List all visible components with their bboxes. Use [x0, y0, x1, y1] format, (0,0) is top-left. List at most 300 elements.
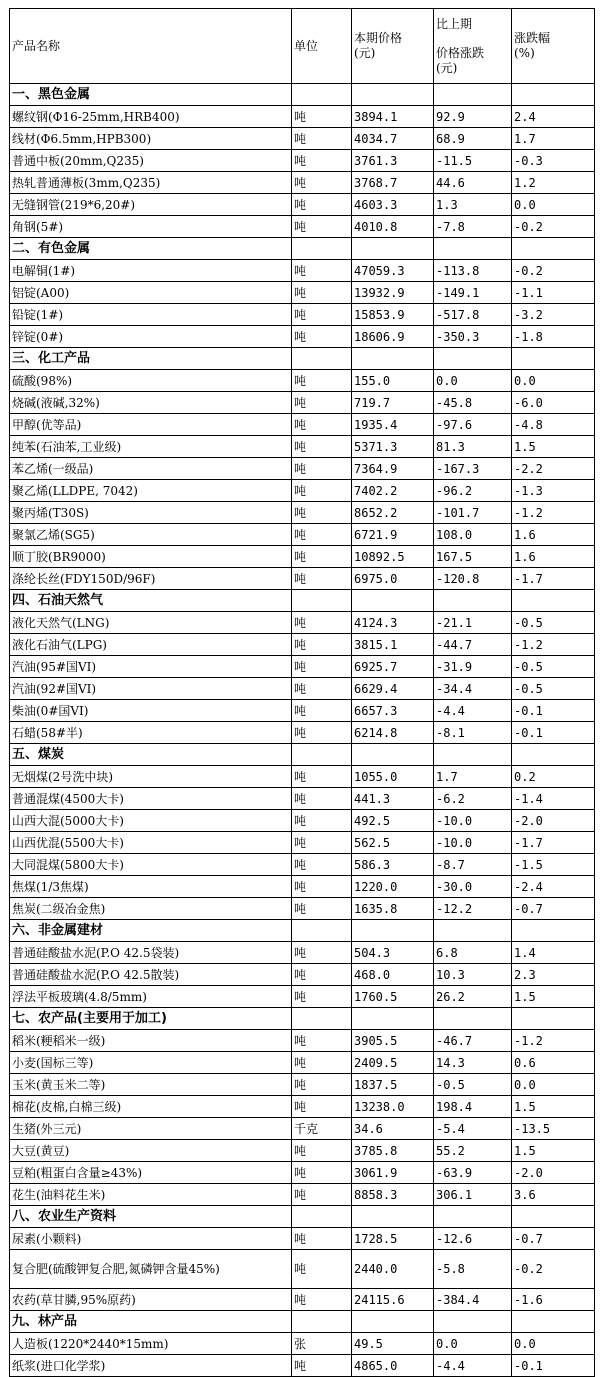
change-cell: -10.0 [434, 832, 512, 854]
change-cell: -4.4 [434, 700, 512, 722]
price-cell: 3061.9 [352, 1162, 434, 1184]
table-row [10, 1030, 595, 1052]
table-row [10, 172, 595, 194]
price-cell: 8858.3 [352, 1184, 434, 1206]
empty-cell [434, 1206, 512, 1228]
price-cell: 1220.0 [352, 876, 434, 898]
table-body [10, 84, 595, 1377]
product-name-cell: 焦煤(1/3焦煤) [10, 876, 292, 898]
empty-cell [292, 590, 352, 612]
product-name-cell: 液化天然气(LNG) [10, 612, 292, 634]
change-cell: -113.8 [434, 260, 512, 282]
table-row [10, 524, 595, 546]
empty-cell [434, 590, 512, 612]
price-cell: 6629.4 [352, 678, 434, 700]
unit-cell: 吨 [292, 1250, 352, 1289]
section-header-row [10, 348, 595, 370]
change-cell: -21.1 [434, 612, 512, 634]
percent-cell: -0.3 [512, 150, 595, 172]
section-title: 四、石油天然气 [10, 590, 292, 612]
change-cell: -5.8 [434, 1250, 512, 1289]
unit-cell: 吨 [292, 568, 352, 590]
table-row [10, 260, 595, 282]
change-cell: 6.8 [434, 942, 512, 964]
change-cell: 92.9 [434, 106, 512, 128]
price-cell: 34.6 [352, 1118, 434, 1140]
section-header-row [10, 744, 595, 766]
percent-cell: -1.2 [512, 634, 595, 656]
section-title: 五、煤炭 [10, 744, 292, 766]
table-row [10, 678, 595, 700]
unit-cell: 张 [292, 1333, 352, 1355]
product-name-cell: 小麦(国标三等) [10, 1052, 292, 1074]
change-cell: 167.5 [434, 546, 512, 568]
product-name-cell: 铝锭(A00) [10, 282, 292, 304]
table-row [10, 458, 595, 480]
price-cell: 2409.5 [352, 1052, 434, 1074]
percent-cell: -1.2 [512, 502, 595, 524]
unit-cell: 吨 [292, 1184, 352, 1206]
empty-cell [434, 920, 512, 942]
product-name-cell: 螺纹钢(Φ16-25mm,HRB400) [10, 106, 292, 128]
empty-cell [292, 920, 352, 942]
header-price-line2: (元) [354, 46, 376, 60]
header-price [352, 9, 434, 84]
empty-cell [434, 84, 512, 106]
percent-cell: -6.0 [512, 392, 595, 414]
product-name-cell: 玉米(黄玉米二等) [10, 1074, 292, 1096]
unit-cell: 吨 [292, 964, 352, 986]
unit-cell: 吨 [292, 700, 352, 722]
product-name-cell: 甲醇(优等品) [10, 414, 292, 436]
percent-cell: -3.2 [512, 304, 595, 326]
percent-cell: -1.7 [512, 832, 595, 854]
empty-cell [352, 238, 434, 260]
percent-cell: 2.4 [512, 106, 595, 128]
change-cell: 306.1 [434, 1184, 512, 1206]
table-row [10, 128, 595, 150]
price-cell: 1935.4 [352, 414, 434, 436]
product-name-cell: 农药(草甘膦,95%原药) [10, 1289, 292, 1311]
table-row [10, 1162, 595, 1184]
price-cell: 155.0 [352, 370, 434, 392]
table-row [10, 1355, 595, 1377]
unit-cell: 吨 [292, 612, 352, 634]
product-name-cell: 锌锭(0#) [10, 326, 292, 348]
price-cell: 492.5 [352, 810, 434, 832]
percent-cell: -2.2 [512, 458, 595, 480]
empty-cell [434, 1311, 512, 1333]
price-cell: 3905.5 [352, 1030, 434, 1052]
product-name-cell: 花生(油料花生米) [10, 1184, 292, 1206]
percent-cell: 0.0 [512, 194, 595, 216]
change-cell: 10.3 [434, 964, 512, 986]
table-row [10, 1096, 595, 1118]
product-name-cell: 涤纶长丝(FDY150D/96F) [10, 568, 292, 590]
product-name-cell: 聚丙烯(T30S) [10, 502, 292, 524]
percent-cell: -2.0 [512, 1162, 595, 1184]
change-cell: -11.5 [434, 150, 512, 172]
price-cell: 3894.1 [352, 106, 434, 128]
price-cell: 468.0 [352, 964, 434, 986]
header-change-line3: (元) [436, 60, 458, 75]
unit-cell: 吨 [292, 128, 352, 150]
change-cell: -10.0 [434, 810, 512, 832]
product-name-cell: 山西优混(5500大卡) [10, 832, 292, 854]
unit-cell: 吨 [292, 1074, 352, 1096]
table-row [10, 1289, 595, 1311]
price-cell: 4010.8 [352, 216, 434, 238]
product-name-cell: 聚乙烯(LLDPE, 7042) [10, 480, 292, 502]
header-percent-line1: 涨跌幅 [514, 31, 551, 45]
change-cell: 68.9 [434, 128, 512, 150]
empty-cell [352, 1311, 434, 1333]
empty-cell [292, 348, 352, 370]
table-row [10, 106, 595, 128]
product-name-cell: 棉花(皮棉,白棉三级) [10, 1096, 292, 1118]
product-name-cell: 人造板(1220*2440*15mm) [10, 1333, 292, 1355]
percent-cell: 1.5 [512, 986, 595, 1008]
change-cell: -30.0 [434, 876, 512, 898]
section-header-row [10, 590, 595, 612]
change-cell: -120.8 [434, 568, 512, 590]
change-cell: 108.0 [434, 524, 512, 546]
percent-cell: -0.5 [512, 656, 595, 678]
change-cell: -517.8 [434, 304, 512, 326]
percent-cell: 1.4 [512, 942, 595, 964]
table-row [10, 392, 595, 414]
table-row [10, 656, 595, 678]
table-row [10, 1228, 595, 1250]
product-name-cell: 柴油(0#国VI) [10, 700, 292, 722]
section-title: 七、农产品(主要用于加工) [10, 1008, 292, 1030]
change-cell: -63.9 [434, 1162, 512, 1184]
product-name-cell: 汽油(92#国VI) [10, 678, 292, 700]
unit-cell: 吨 [292, 898, 352, 920]
change-cell: -44.7 [434, 634, 512, 656]
section-header-row [10, 84, 595, 106]
product-name-cell: 热轧普通薄板(3mm,Q235) [10, 172, 292, 194]
price-cell: 7364.9 [352, 458, 434, 480]
unit-cell: 吨 [292, 942, 352, 964]
table-wrapper [9, 8, 595, 1377]
table-row [10, 964, 595, 986]
change-cell: -8.1 [434, 722, 512, 744]
table-row [10, 898, 595, 920]
unit-cell: 吨 [292, 502, 352, 524]
change-cell: -149.1 [434, 282, 512, 304]
table-row [10, 700, 595, 722]
product-name-cell: 复合肥(硫酸钾复合肥,氮磷钾含量45%) [10, 1250, 292, 1289]
price-cell: 3768.7 [352, 172, 434, 194]
unit-cell: 吨 [292, 832, 352, 854]
price-cell: 586.3 [352, 854, 434, 876]
unit-cell: 吨 [292, 172, 352, 194]
product-name-cell: 汽油(95#国VI) [10, 656, 292, 678]
product-name-cell: 液化石油气(LPG) [10, 634, 292, 656]
change-cell: 198.4 [434, 1096, 512, 1118]
percent-cell: 0.0 [512, 370, 595, 392]
price-cell: 4124.3 [352, 612, 434, 634]
price-cell: 504.3 [352, 942, 434, 964]
percent-cell: -1.8 [512, 326, 595, 348]
price-cell: 10892.5 [352, 546, 434, 568]
product-name-cell: 普通混煤(4500大卡) [10, 788, 292, 810]
change-cell: -97.6 [434, 414, 512, 436]
header-unit: 单位 [292, 9, 352, 84]
table-row [10, 436, 595, 458]
price-cell: 13932.9 [352, 282, 434, 304]
section-header-row [10, 1008, 595, 1030]
product-name-cell: 普通中板(20mm,Q235) [10, 150, 292, 172]
price-cell: 6721.9 [352, 524, 434, 546]
percent-cell: 0.0 [512, 1333, 595, 1355]
change-cell: -101.7 [434, 502, 512, 524]
price-cell: 18606.9 [352, 326, 434, 348]
unit-cell: 吨 [292, 480, 352, 502]
unit-cell: 吨 [292, 524, 352, 546]
header-price-line1: 本期价格 [354, 31, 403, 45]
product-name-cell: 普通硅酸盐水泥(P.O 42.5袋装) [10, 942, 292, 964]
unit-cell: 吨 [292, 436, 352, 458]
percent-cell: -1.7 [512, 568, 595, 590]
percent-cell: 1.5 [512, 436, 595, 458]
product-name-cell: 纯苯(石油苯,工业级) [10, 436, 292, 458]
percent-cell: 1.5 [512, 1140, 595, 1162]
table-row [10, 1184, 595, 1206]
change-cell: -34.4 [434, 678, 512, 700]
table-row [10, 942, 595, 964]
table-row [10, 810, 595, 832]
change-cell: -45.8 [434, 392, 512, 414]
price-cell: 24115.6 [352, 1289, 434, 1311]
product-name-cell: 线材(Φ6.5mm,HPB300) [10, 128, 292, 150]
unit-cell: 吨 [292, 1162, 352, 1184]
price-cell: 1055.0 [352, 766, 434, 788]
unit-cell: 吨 [292, 810, 352, 832]
price-cell: 562.5 [352, 832, 434, 854]
table-row [10, 986, 595, 1008]
table-row [10, 568, 595, 590]
change-cell: -12.2 [434, 898, 512, 920]
percent-cell: -1.2 [512, 1030, 595, 1052]
price-cell: 1760.5 [352, 986, 434, 1008]
header-change-line2: 价格涨跌 [436, 45, 485, 60]
percent-cell: 1.6 [512, 546, 595, 568]
empty-cell [292, 84, 352, 106]
price-cell: 15853.9 [352, 304, 434, 326]
change-cell: -96.2 [434, 480, 512, 502]
change-cell: -8.7 [434, 854, 512, 876]
product-name-cell: 生猪(外三元) [10, 1118, 292, 1140]
price-cell: 6975.0 [352, 568, 434, 590]
price-cell: 1728.5 [352, 1228, 434, 1250]
percent-cell: -0.1 [512, 700, 595, 722]
change-cell: -350.3 [434, 326, 512, 348]
section-title: 三、化工产品 [10, 348, 292, 370]
table-row [10, 832, 595, 854]
empty-cell [512, 1008, 595, 1030]
change-cell: -7.8 [434, 216, 512, 238]
empty-cell [512, 1206, 595, 1228]
empty-cell [512, 744, 595, 766]
percent-cell: 1.6 [512, 524, 595, 546]
product-name-cell: 尿素(小颗料) [10, 1228, 292, 1250]
percent-cell: 2.3 [512, 964, 595, 986]
change-cell: -0.5 [434, 1074, 512, 1096]
unit-cell: 吨 [292, 414, 352, 436]
price-cell: 719.7 [352, 392, 434, 414]
percent-cell: -0.7 [512, 1228, 595, 1250]
unit-cell: 吨 [292, 546, 352, 568]
empty-cell [512, 238, 595, 260]
product-name-cell: 纸浆(进口化学浆) [10, 1355, 292, 1377]
percent-cell: -0.7 [512, 898, 595, 920]
unit-cell: 吨 [292, 260, 352, 282]
price-cell: 3815.1 [352, 634, 434, 656]
price-cell: 3785.8 [352, 1140, 434, 1162]
percent-cell: -1.4 [512, 788, 595, 810]
price-cell: 47059.3 [352, 260, 434, 282]
empty-cell [434, 348, 512, 370]
unit-cell: 吨 [292, 326, 352, 348]
change-cell: -31.9 [434, 656, 512, 678]
price-cell: 441.3 [352, 788, 434, 810]
product-name-cell: 硫酸(98%) [10, 370, 292, 392]
unit-cell: 吨 [292, 854, 352, 876]
product-name-cell: 豆粕(粗蛋白含量≥43%) [10, 1162, 292, 1184]
table-row [10, 1333, 595, 1355]
section-header-row [10, 1311, 595, 1333]
table-row [10, 502, 595, 524]
percent-cell: -13.5 [512, 1118, 595, 1140]
percent-cell: -1.3 [512, 480, 595, 502]
section-title: 二、有色金属 [10, 238, 292, 260]
table-row [10, 370, 595, 392]
product-name-cell: 角钢(5#) [10, 216, 292, 238]
price-cell: 2440.0 [352, 1250, 434, 1289]
percent-cell: 1.7 [512, 128, 595, 150]
empty-cell [434, 744, 512, 766]
table-row [10, 1074, 595, 1096]
product-name-cell: 顺丁胶(BR9000) [10, 546, 292, 568]
product-name-cell: 无缝钢管(219*6,20#) [10, 194, 292, 216]
percent-cell: -4.8 [512, 414, 595, 436]
unit-cell: 吨 [292, 150, 352, 172]
empty-cell [292, 744, 352, 766]
unit-cell: 吨 [292, 1030, 352, 1052]
table-row [10, 546, 595, 568]
empty-cell [352, 590, 434, 612]
unit-cell: 吨 [292, 722, 352, 744]
unit-cell: 吨 [292, 634, 352, 656]
percent-cell: -1.5 [512, 854, 595, 876]
table-row [10, 282, 595, 304]
product-name-cell: 大同混煤(5800大卡) [10, 854, 292, 876]
change-cell: -4.4 [434, 1355, 512, 1377]
product-name-cell: 大豆(黄豆) [10, 1140, 292, 1162]
percent-cell: -1.1 [512, 282, 595, 304]
change-cell: 55.2 [434, 1140, 512, 1162]
price-cell: 7402.2 [352, 480, 434, 502]
empty-cell [434, 1008, 512, 1030]
section-title: 九、林产品 [10, 1311, 292, 1333]
table-row [10, 1052, 595, 1074]
price-cell: 1635.8 [352, 898, 434, 920]
empty-cell [434, 238, 512, 260]
header-percent-line2: (%) [514, 46, 535, 60]
header-change-line1: 比上期 [436, 16, 473, 31]
unit-cell: 千克 [292, 1118, 352, 1140]
price-cell: 13238.0 [352, 1096, 434, 1118]
unit-cell: 吨 [292, 656, 352, 678]
empty-cell [512, 348, 595, 370]
product-name-cell: 烧碱(液碱,32%) [10, 392, 292, 414]
product-name-cell: 稻米(粳稻米一级) [10, 1030, 292, 1052]
unit-cell: 吨 [292, 766, 352, 788]
change-cell: 1.3 [434, 194, 512, 216]
unit-cell: 吨 [292, 194, 352, 216]
percent-cell: 0.0 [512, 1074, 595, 1096]
section-title: 六、非金属建材 [10, 920, 292, 942]
table-row [10, 1118, 595, 1140]
product-name-cell: 聚氯乙烯(SG5) [10, 524, 292, 546]
unit-cell: 吨 [292, 1289, 352, 1311]
header-product-name: 产品名称 [10, 9, 292, 84]
table-row [10, 766, 595, 788]
price-table [9, 8, 595, 1377]
table-row [10, 150, 595, 172]
product-name-cell: 浮法平板玻璃(4.8/5mm) [10, 986, 292, 1008]
product-name-cell: 山西大混(5000大卡) [10, 810, 292, 832]
unit-cell: 吨 [292, 678, 352, 700]
product-name-cell: 无烟煤(2号洗中块) [10, 766, 292, 788]
table-row [10, 612, 595, 634]
empty-cell [292, 238, 352, 260]
section-header-row [10, 238, 595, 260]
table-row [10, 1140, 595, 1162]
unit-cell: 吨 [292, 304, 352, 326]
change-cell: 81.3 [434, 436, 512, 458]
empty-cell [292, 1008, 352, 1030]
price-cell: 4603.3 [352, 194, 434, 216]
percent-cell: -0.2 [512, 216, 595, 238]
product-name-cell: 苯乙烯(一级品) [10, 458, 292, 480]
product-name-cell: 普通硅酸盐水泥(P.O 42.5散装) [10, 964, 292, 986]
percent-cell: -0.1 [512, 722, 595, 744]
percent-cell: -1.6 [512, 1289, 595, 1311]
unit-cell: 吨 [292, 392, 352, 414]
price-cell: 4865.0 [352, 1355, 434, 1377]
percent-cell: 0.6 [512, 1052, 595, 1074]
product-name-cell: 石蜡(58#半) [10, 722, 292, 744]
percent-cell: 0.2 [512, 766, 595, 788]
table-row [10, 788, 595, 810]
product-name-cell: 焦炭(二级冶金焦) [10, 898, 292, 920]
product-name-cell: 电解铜(1#) [10, 260, 292, 282]
table-row [10, 1250, 595, 1289]
unit-cell: 吨 [292, 1228, 352, 1250]
change-cell: -6.2 [434, 788, 512, 810]
change-cell: 0.0 [434, 370, 512, 392]
percent-cell: 1.5 [512, 1096, 595, 1118]
percent-cell: 3.6 [512, 1184, 595, 1206]
section-title: 一、黑色金属 [10, 84, 292, 106]
change-cell: 1.7 [434, 766, 512, 788]
change-cell: 26.2 [434, 986, 512, 1008]
empty-cell [352, 744, 434, 766]
price-cell: 4034.7 [352, 128, 434, 150]
